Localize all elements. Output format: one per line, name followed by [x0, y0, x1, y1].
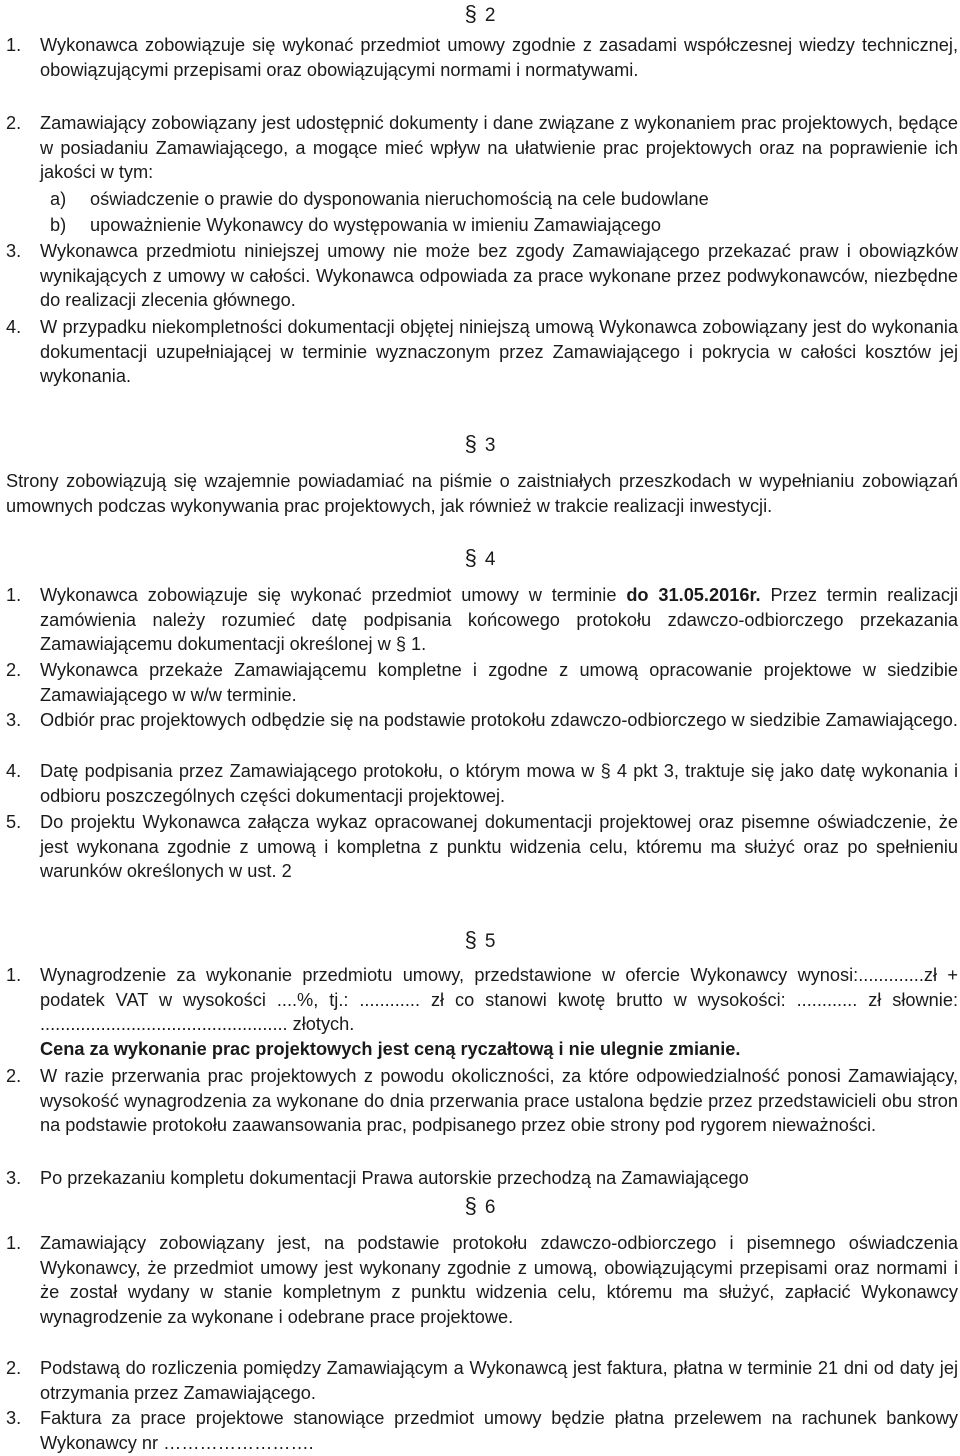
list-item: 2. W razie przerwania prac projektowych z powodu okoliczności, za które odpowiedzialność ponosi Zamawiający, wysokość wynagrodzenia za wykonane do dnia przerwania prace ustalona będzie przez przedstawicieli obu stron na podstawie protokołu zaawansowania prac, podpisanego przez obie strony pod rygorem nieważności. — [6, 1066, 958, 1136]
list-item: 5. Do projektu Wykonawca załącza wykaz opracowanej dokumentacji projektowej oraz pisemne oświadczenie, że jest wykonana zgodnie z umową i kompletna z punktu widzenia celu, któremu ma służyć oraz po spełnieniu warunków określonych w ust. 2 — [6, 812, 958, 882]
sub-list-item: b) upoważnienie Wykonawcy do występowania w imieniu Zamawiającego — [50, 215, 662, 235]
section-heading-6: § 6 — [464, 1193, 496, 1218]
list-item: 2. Wykonawca przekaże Zamawiającemu kompletne i zgodne z umową opracowanie projektowe w siedzibie Zamawiającego w w/w terminie. — [6, 660, 958, 705]
section-heading-4: § 4 — [464, 545, 496, 570]
list-item: 3. Wykonawca przedmiotu niniejszej umowy nie może bez zgody Zamawiającego przekazać praw i obowiązków wynikających z umowy w całości. Wykonawca odpowiada za prace wykonane przez podwykonawców, niezbędne do realizacji zlecenia głównego. — [6, 241, 958, 311]
list-item: 1. Wynagrodzenie za wykonanie przedmiotu umowy, przedstawione w ofercie Wykonawcy wynosi:.............zł + podatek VAT w wysokości ....%, tj.: ............ zł co stanowi kwotę brutto w wysokości: ............ zł słownie: ................................................. złotych. Cena za wykonanie prac projektowych jest ceną ryczałtową i nie ulegnie zmianie. — [6, 965, 958, 1059]
list-item: 2. Zamawiający zobowiązany jest udostępnić dokumenty i dane związane z wykonaniem prac projektowych, będące w posiadaniu Zamawiającego, a mogące mieć wpływ na ułatwienie prac projektowych oraz na poprawienie ich jakości w tym: — [6, 113, 958, 183]
section-symbol: § — [464, 1, 477, 26]
deadline-date: do 31.05.2016r. — [626, 585, 761, 605]
list-item: 3. Odbiór prac projektowych odbędzie się na podstawie protokołu zdawczo-odbiorczego w siedzibie Zamawiającego. — [6, 710, 958, 730]
list-item: 4. Datę podpisania przez Zamawiającego protokołu, o którym mowa w § 4 pkt 3, traktuje się jako datę wykonania i odbioru poszczególnych części dokumentacji projektowej. — [6, 761, 958, 806]
list-item: 1. Zamawiający zobowiązany jest, na podstawie protokołu zdawczo-odbiorczego i pisemnego oświadczenia Wykonawcy, że przedmiot umowy jest wykonany zgodnie z umową, obowiązującymi przepisami oraz normami i że został wydany w stanie kompletnym z punktu widzenia celu, któremu ma służyć, zapłacić Wykonawcy wynagrodzenie za wykonane i odebrane prace projektowe. — [6, 1233, 958, 1327]
sub-list-item: a) oświadczenie o prawie do dysponowania nieruchomością na cele budowlane — [50, 189, 709, 209]
list-item: 3. Po przekazaniu kompletu dokumentacji Prawa autorskie przechodzą na Zamawiającego — [6, 1168, 749, 1188]
section-heading-5: § 5 — [464, 927, 496, 952]
list-item: 1. Wykonawca zobowiązuje się wykonać przedmiot umowy w terminie do 31.05.2016r. Przez termin realizacji zamówienia należy rozumieć datę podpisania końcowego protokołu zdawczo-odbiorczego przekazania Zamawiającemu dokumentacji określonej w § 1. — [6, 585, 958, 655]
paragraph: Strony zobowiązują się wzajemnie powiadamiać na piśmie o zaistniałych przeszkodach w wypełnianiu zobowiązań umownych podczas wykonywania prac projektowych, jak również w trakcie realizacji inwestycji. — [6, 471, 958, 516]
fixed-price-note: Cena za wykonanie prac projektowych jest ceną ryczałtową i nie ulegnie zmianie. — [40, 1038, 741, 1059]
list-item: 2. Podstawą do rozliczenia pomiędzy Zamawiającym a Wykonawcą jest faktura, płatna w terminie 21 dni od daty jej otrzymania przez Zamawiającego. — [6, 1358, 958, 1403]
list-item: 4. W przypadku niekompletności dokumentacji objętej niniejszą umową Wykonawca zobowiązany jest do wykonania dokumentacji uzupełniającej w terminie wyznaczonym przez Zamawiającego i pokrycia w całości kosztów jej wykonania. — [6, 317, 958, 387]
section-heading-2: § 2 — [464, 1, 496, 26]
list-item: 3. Faktura za prace projektowe stanowiące przedmiot umowy będzie płatna przelewem na rachunek bankowy Wykonawcy nr ……………………. — [6, 1408, 958, 1453]
section-heading-3: § 3 — [464, 431, 496, 456]
list-item: 1. Wykonawca zobowiązuje się wykonać przedmiot umowy zgodnie z zasadami współczesnej wiedzy technicznej, obowiązującymi przepisami oraz obowiązującymi normami i normatywami. — [6, 35, 958, 80]
